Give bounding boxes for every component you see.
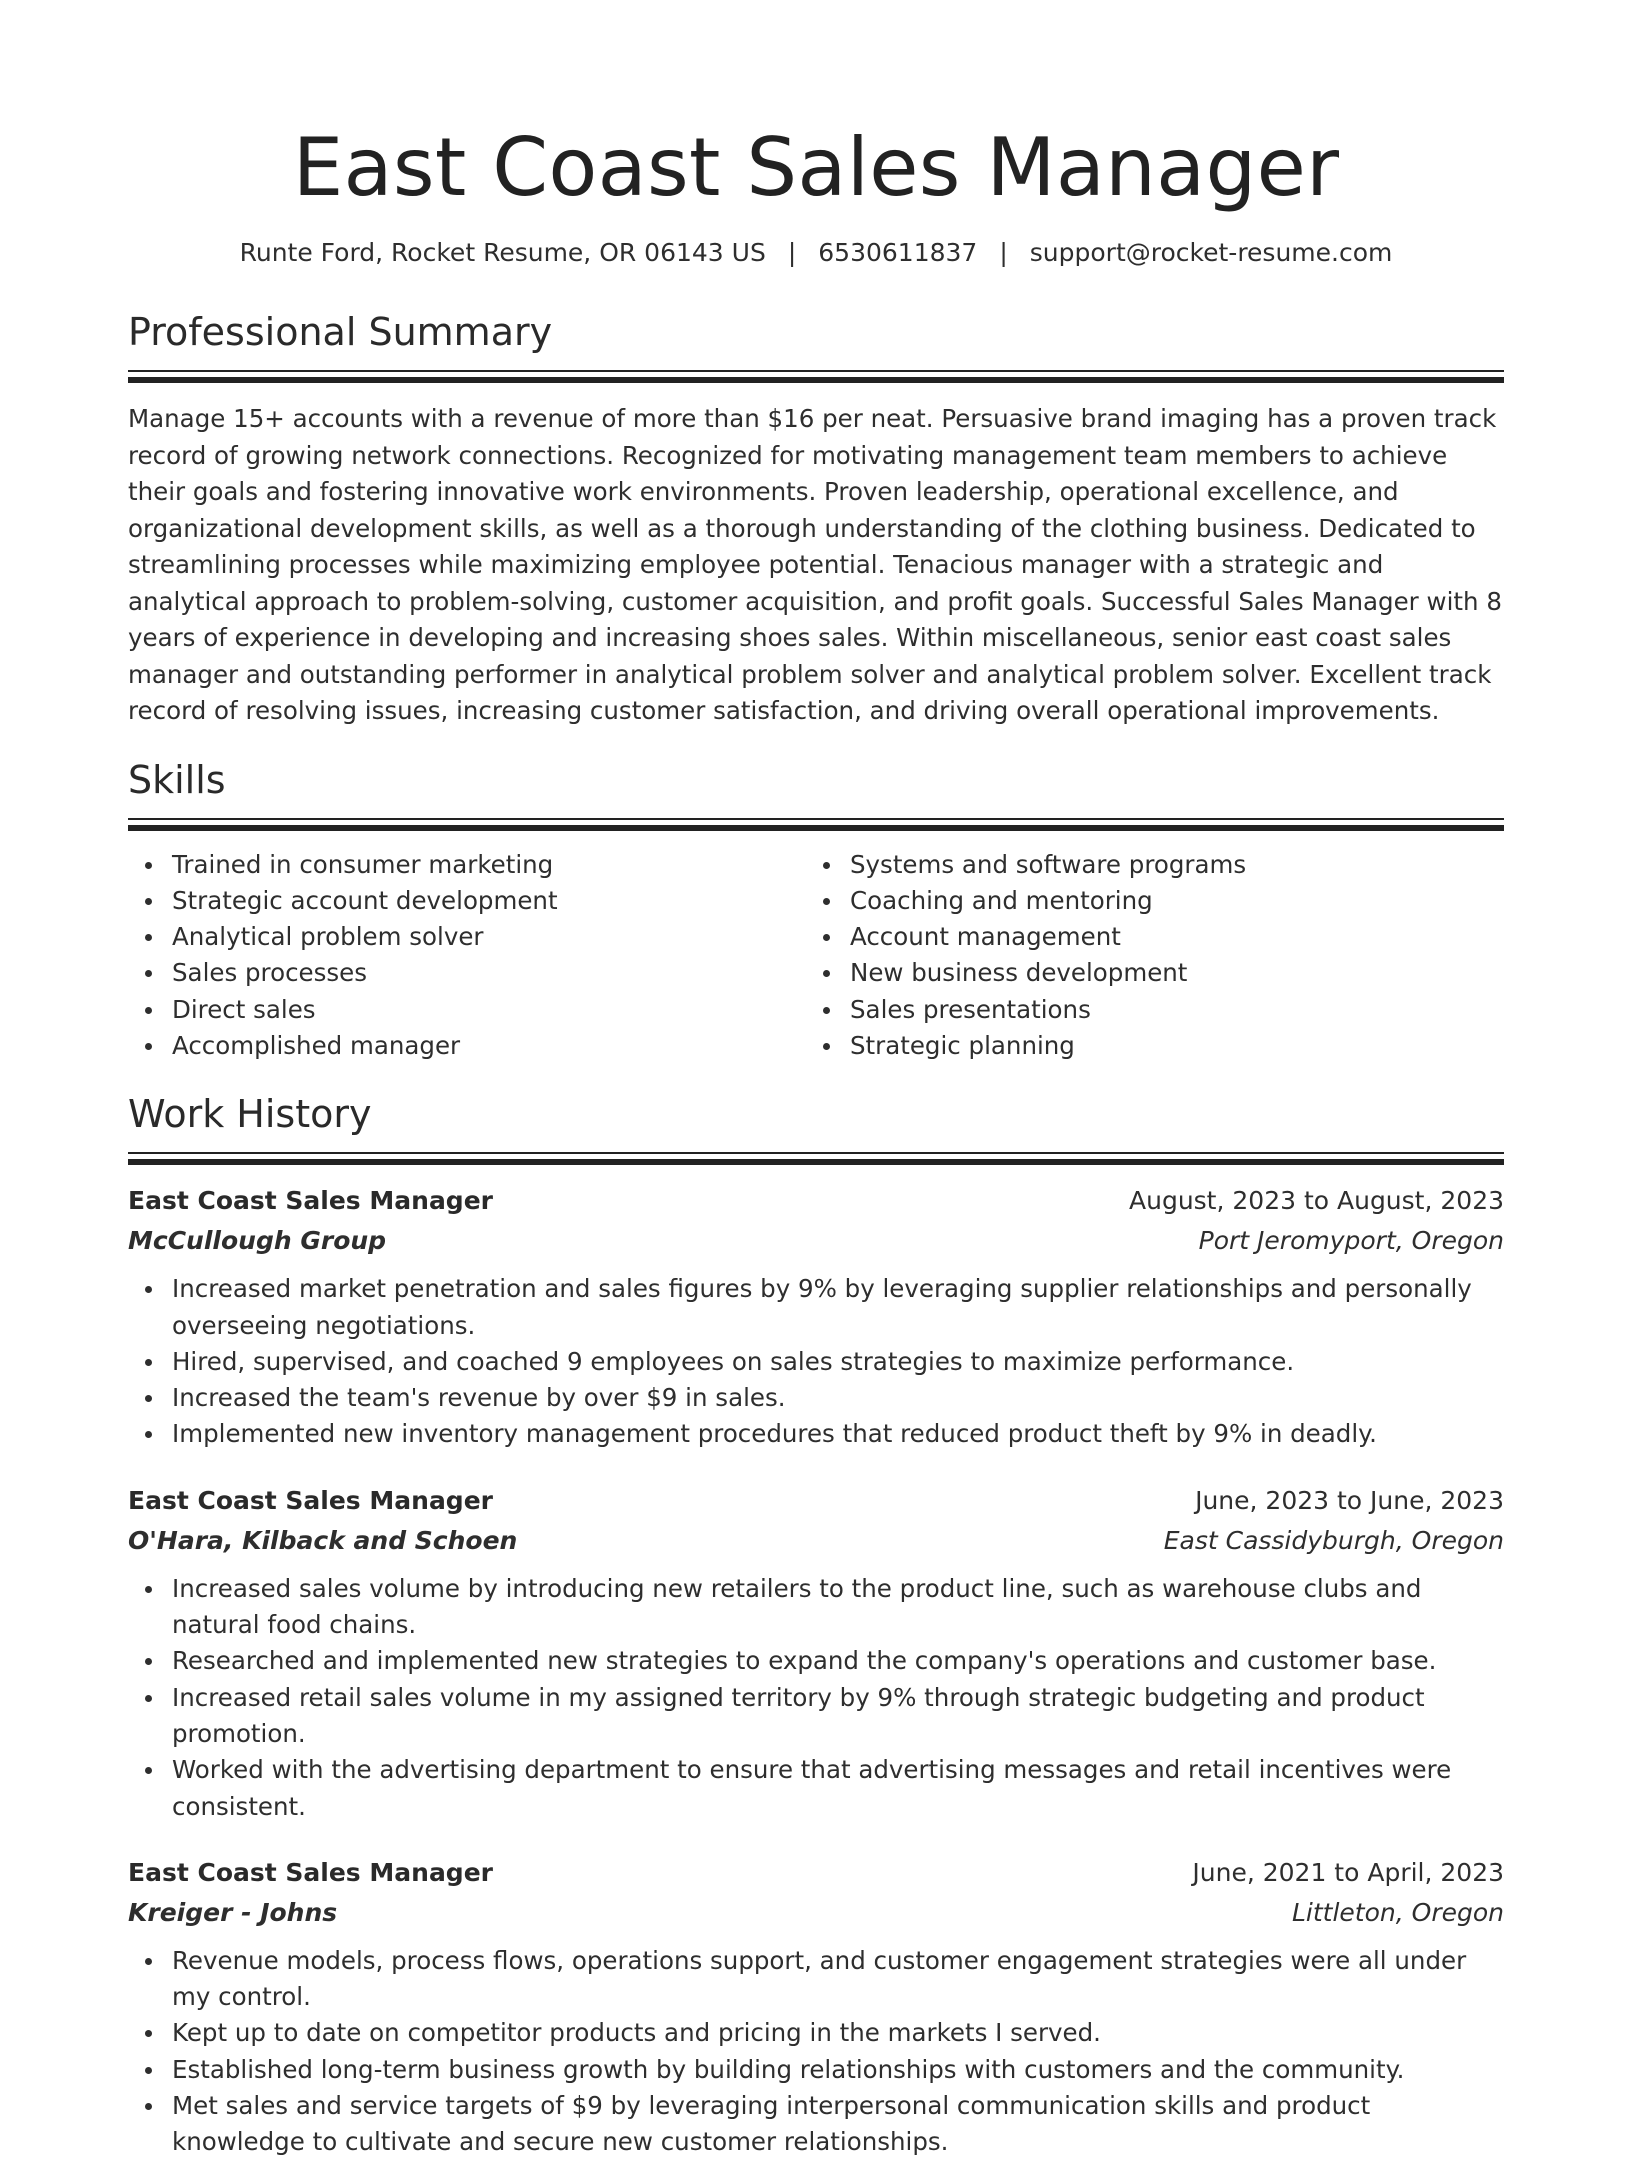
job-bullet: Hired, supervised, and coached 9 employees on sales strategies to maximize performance. [172,1344,1504,1380]
job-entry [128,1181,1504,1452]
job-entry [128,1853,1504,2161]
skill-item: Systems and software programs [850,847,1484,883]
contact-address: Runte Ford, Rocket Resume, OR 06143 US [239,238,766,267]
job-bullet: Increased market penetration and sales figures by 9% by leveraging supplier relationships and personally overseeing negotiations. [172,1271,1504,1344]
job-bullets [128,1571,1504,1825]
job-bullet: Established long-term business growth by building relationships with customers and the community. [172,2052,1504,2088]
skill-item: Coaching and mentoring [850,883,1484,919]
job-company: Kreiger - Johns [128,1897,338,1927]
skill-item: Direct sales [172,992,806,1028]
job-dates: June, 2021 to April, 2023 [1192,1857,1504,1887]
job-company: McCullough Group [128,1226,387,1256]
job-bullet: Worked with the advertising department to ensure that advertising messages and retail incentives were consistent. [172,1752,1504,1825]
skill-item: Sales processes [172,955,806,991]
job-company: O'Hara, Kilback and Schoen [128,1525,518,1555]
skills-columns [128,847,1504,1065]
skill-item: Account management [850,919,1484,955]
job-title: East Coast Sales Manager [128,1485,493,1515]
job-bullet: Implemented new inventory management procedures that reduced product theft by 9% in deadly. [172,1416,1504,1452]
job-dates: August, 2023 to August, 2023 [1129,1186,1504,1216]
skill-item: Trained in consumer marketing [172,847,806,883]
skill-item: Strategic account development [172,883,806,919]
skill-item: Accomplished manager [172,1028,806,1064]
job-bullet: Researched and implemented new strategies to expand the company's operations and customer base. [172,1643,1504,1679]
section-divider [128,818,1504,831]
skill-item: New business development [850,955,1484,991]
resume-name: East Coast Sales Manager [292,121,1340,214]
work-heading: Work History [128,1092,372,1137]
skill-item: Sales presentations [850,992,1484,1028]
job-bullet: Met sales and service targets of $9 by leveraging interpersonal communication skills and product knowledge to cultivate and secure new customer relationships. [172,2088,1504,2161]
job-bullet: Kept up to date on competitor products and pricing in the markets I served. [172,2015,1504,2051]
skills-list-right [806,847,1484,1065]
job-bullet: Increased the team's revenue by over $9 in sales. [172,1380,1504,1416]
job-location: East Cassidyburgh, Oregon [1163,1525,1504,1555]
contact-separator: | [787,238,797,267]
section-divider [128,370,1504,383]
job-title: East Coast Sales Manager [128,1186,493,1216]
skills-heading: Skills [128,757,226,802]
contact-separator: | [999,238,1008,267]
job-location: Littleton, Oregon [1292,1897,1504,1927]
contact-phone: 6530611837 [818,238,978,267]
summary-text: Manage 15+ accounts with a revenue of more than $16 per neat. Persuasive brand imaging has a proven track record of growing network connections. Recognized for motivating management team members to achieve their goals and fostering innovative work environments. Proven leadership, operational excellence, and organizational development skills, as well as a thorough understanding of the clothing business. Dedicated to streamlining processes while maximizing employee potential. Tenacious manager with a strategic and analytical approach to problem-solving, customer acquisition, and profit goals. Successful Sales Manager with 8 years of experience in developing and increasing shoes sales. Within miscellaneous, senior east coast sales manager and outstanding performer in analytical problem solver and analytical problem solver. Excellent track record of resolving issues, increasing customer satisfaction, and driving overall operational improvements. [128,404,1502,725]
job-bullets [128,1943,1504,2161]
job-dates: June, 2023 to June, 2023 [1195,1485,1504,1515]
job-bullet: Increased retail sales volume in my assigned territory by 9% through strategic budgeting and product promotion. [172,1680,1504,1753]
job-location: Port Jeromyport, Oregon [1198,1226,1504,1256]
resume-page [128,0,1504,2161]
job-bullet: Increased sales volume by introducing new retailers to the product line, such as warehouse clubs and natural food chains. [172,1571,1504,1644]
job-bullet: Revenue models, process flows, operations support, and customer engagement strategies were all under my control. [172,1943,1504,2016]
job-entry [128,1481,1504,1825]
skills-list-left [128,847,806,1065]
section-divider [128,1152,1504,1165]
contact-email: support@rocket-resume.com [1029,238,1393,267]
summary-section [128,308,1504,730]
job-bullets [128,1271,1504,1452]
skills-section [128,756,1504,1065]
job-title: East Coast Sales Manager [128,1857,493,1887]
summary-heading: Professional Summary [128,310,553,354]
work-section [128,1090,1504,2160]
contact-line [128,236,1504,270]
skill-item: Analytical problem solver [172,919,806,955]
skill-item: Strategic planning [850,1028,1484,1064]
